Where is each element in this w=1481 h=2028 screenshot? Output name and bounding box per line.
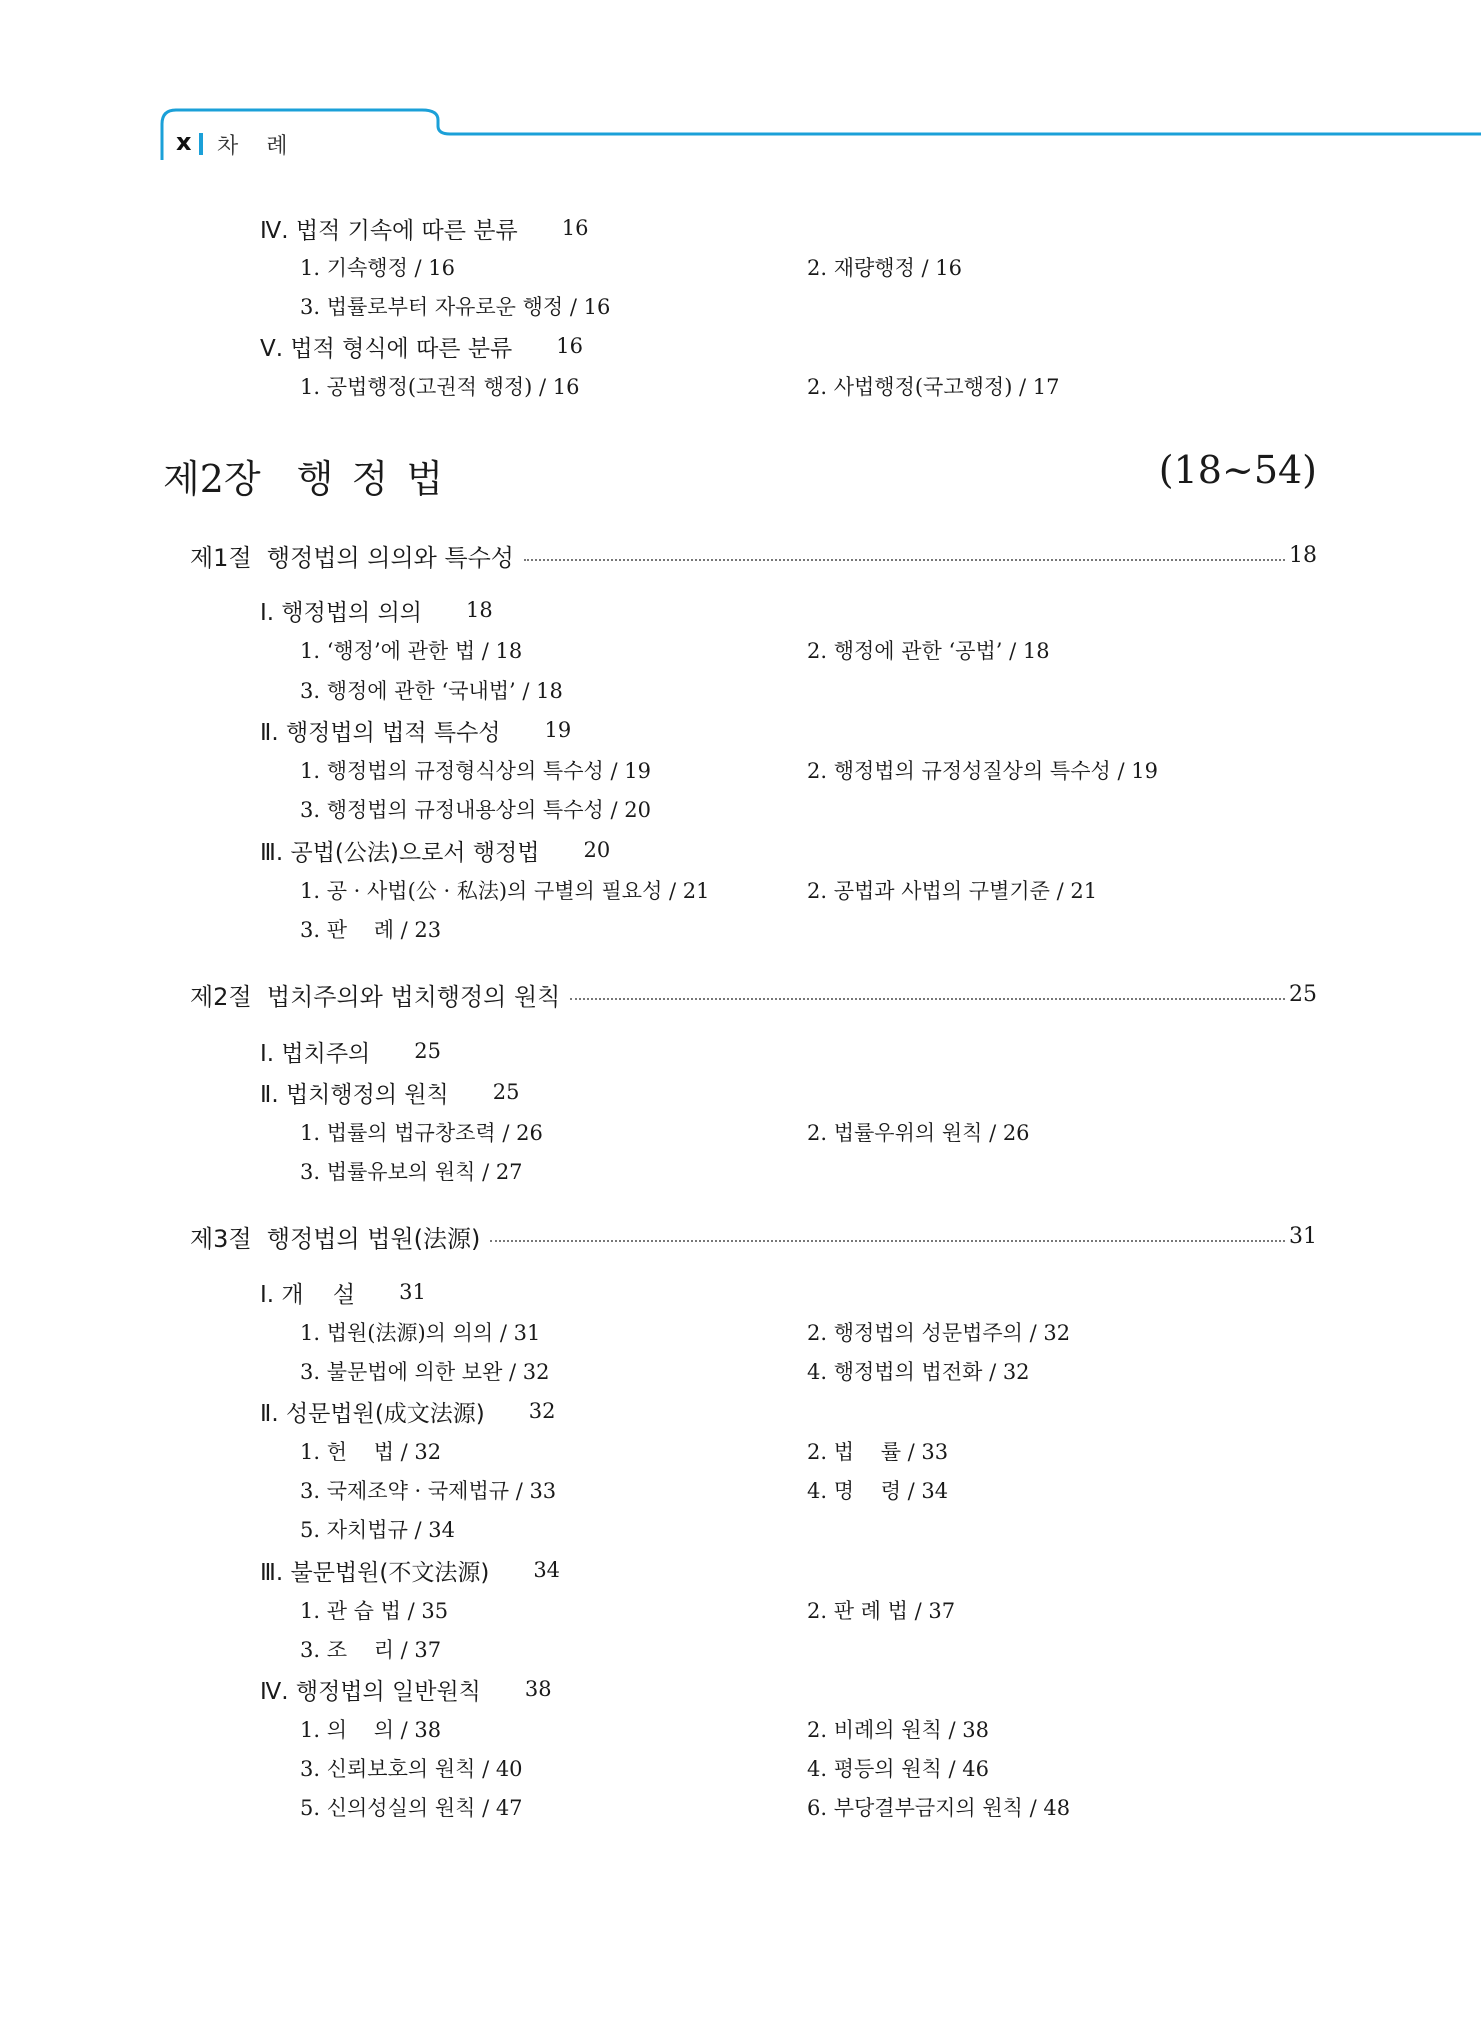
section-title: 제3절 행정법의 법원(法源) (190, 1224, 481, 1253)
toc-entry (260, 832, 610, 868)
dot-leader (524, 559, 1285, 561)
toc-entry-page: 25 (492, 1080, 520, 1104)
toc-item: 1. 기속행정 / 16 (300, 256, 456, 280)
toc-entry-top-4 (260, 210, 588, 246)
toc-item: 1. 법률의 법규창조력 / 26 (300, 1121, 543, 1145)
section-title: 제2절 법치주의와 법치행정의 원칙 (190, 982, 561, 1011)
section-heading-3 (190, 1218, 1317, 1254)
toc-entry (260, 1074, 520, 1110)
toc-item: 2. 법률우위의 원칙 / 26 (807, 1121, 1030, 1145)
section-heading-2 (190, 976, 1317, 1012)
toc-entry-label: Ⅰ. 행정법의 의의 (260, 599, 423, 626)
toc-entry-top-5 (260, 328, 583, 364)
toc-entry-page: 32 (528, 1399, 556, 1423)
toc-entry-label: Ⅳ. 행정법의 일반원칙 (260, 1678, 481, 1705)
toc-item: 1. 헌 법 / 32 (300, 1440, 442, 1464)
section-page: 25 (1289, 981, 1317, 1007)
toc-entry-label: Ⅰ. 법치주의 (260, 1040, 371, 1067)
header-divider (199, 133, 203, 155)
toc-entry-label: Ⅱ. 행정법의 법적 특수성 (260, 719, 501, 746)
toc-entry-page: 20 (583, 838, 611, 862)
toc-item: 1. 공 · 사법(公 · 私法)의 구별의 필요성 / 21 (300, 879, 710, 903)
toc-item: 2. 행정법의 성문법주의 / 32 (807, 1321, 1071, 1345)
toc-entry-page: 31 (399, 1280, 426, 1304)
toc-item: 5. 신의성실의 원칙 / 47 (300, 1796, 523, 1820)
toc-entry-page: 19 (544, 718, 572, 742)
chapter-page-range: (18~54) (1158, 448, 1317, 492)
toc-item: 2. 사법행정(국고행정) / 17 (807, 375, 1060, 399)
toc-item: 5. 자치법규 / 34 (300, 1518, 456, 1542)
section-title: 제1절 행정법의 의의와 특수성 (190, 543, 514, 572)
toc-item: 1. 관 습 법 / 35 (300, 1599, 449, 1623)
dot-leader (570, 998, 1285, 1000)
toc-item: 3. 법률유보의 원칙 / 27 (300, 1160, 523, 1184)
toc-item: 1. 행정법의 규정형식상의 특수성 / 19 (300, 759, 651, 783)
toc-item: 3. 행정에 관한 ‘국내법’ / 18 (300, 679, 563, 703)
toc-item: 2. 행정에 관한 ‘공법’ / 18 (807, 639, 1050, 663)
toc-item: 4. 명 령 / 34 (807, 1479, 949, 1503)
toc-entry (260, 1552, 560, 1588)
toc-entry-page: 18 (466, 598, 493, 622)
toc-item: 3. 불문법에 의한 보완 / 32 (300, 1360, 550, 1384)
toc-item: 1. 공법행정(고권적 행정) / 16 (300, 375, 580, 399)
toc-item: 3. 행정법의 규정내용상의 특수성 / 20 (300, 798, 651, 822)
toc-item: 2. 법 률 / 33 (807, 1440, 949, 1464)
toc-item: 3. 판 례 / 23 (300, 918, 442, 942)
toc-item: 1. 의 의 / 38 (300, 1718, 442, 1742)
toc-entry-label: Ⅳ. 법적 기속에 따른 분류 (260, 217, 518, 244)
toc-item: 6. 부당결부금지의 원칙 / 48 (807, 1796, 1071, 1820)
chapter-title: 제2장 행 정 법 (163, 457, 444, 501)
toc-entry (260, 592, 493, 628)
toc-item: 4. 평등의 원칙 / 46 (807, 1757, 989, 1781)
toc-item: 1. ‘행정’에 관한 법 / 18 (300, 639, 523, 663)
toc-entry-label: Ⅰ. 개 설 (260, 1281, 356, 1308)
toc-item: 2. 행정법의 규정성질상의 특수성 / 19 (807, 759, 1158, 783)
toc-item: 2. 재량행정 / 16 (807, 256, 963, 280)
section-heading-1 (190, 537, 1317, 573)
toc-entry-page: 25 (414, 1039, 442, 1063)
toc-entry (260, 1393, 556, 1429)
toc-item: 2. 판 례 법 / 37 (807, 1599, 956, 1623)
toc-item: 3. 법률로부터 자유로운 행정 / 16 (300, 295, 611, 319)
toc-item: 2. 비례의 원칙 / 38 (807, 1718, 989, 1742)
toc-entry (260, 712, 571, 748)
toc-item: 4. 행정법의 법전화 / 32 (807, 1360, 1030, 1384)
toc-entry-label: Ⅴ. 법적 형식에 따른 분류 (260, 335, 513, 362)
section-page: 18 (1289, 542, 1317, 568)
toc-entry-label: Ⅱ. 성문법원(成文法源) (260, 1400, 485, 1427)
section-page: 31 (1289, 1223, 1317, 1249)
toc-item: 2. 공법과 사법의 구별기준 / 21 (807, 879, 1098, 903)
toc-entry-label: Ⅲ. 공법(公法)으로서 행정법 (260, 839, 540, 866)
page-number: x (176, 128, 192, 156)
toc-entry-page: 34 (533, 1558, 561, 1582)
toc-entry-page: 16 (556, 334, 583, 358)
toc-item: 3. 조 리 / 37 (300, 1638, 442, 1662)
toc-item: 3. 국제조약 · 국제법규 / 33 (300, 1479, 557, 1503)
toc-entry-page: 38 (524, 1677, 552, 1701)
toc-entry (260, 1033, 441, 1069)
toc-item: 1. 법원(法源)의 의의 / 31 (300, 1321, 541, 1345)
toc-item: 3. 신뢰보호의 원칙 / 40 (300, 1757, 523, 1781)
toc-entry (260, 1274, 426, 1310)
running-title: 차례 (217, 134, 316, 159)
toc-entry-label: Ⅲ. 불문법원(不文法源) (260, 1559, 490, 1586)
dot-leader (490, 1240, 1285, 1242)
toc-entry-page: 16 (561, 216, 589, 240)
toc-entry (260, 1671, 552, 1707)
toc-entry-label: Ⅱ. 법치행정의 원칙 (260, 1081, 449, 1108)
